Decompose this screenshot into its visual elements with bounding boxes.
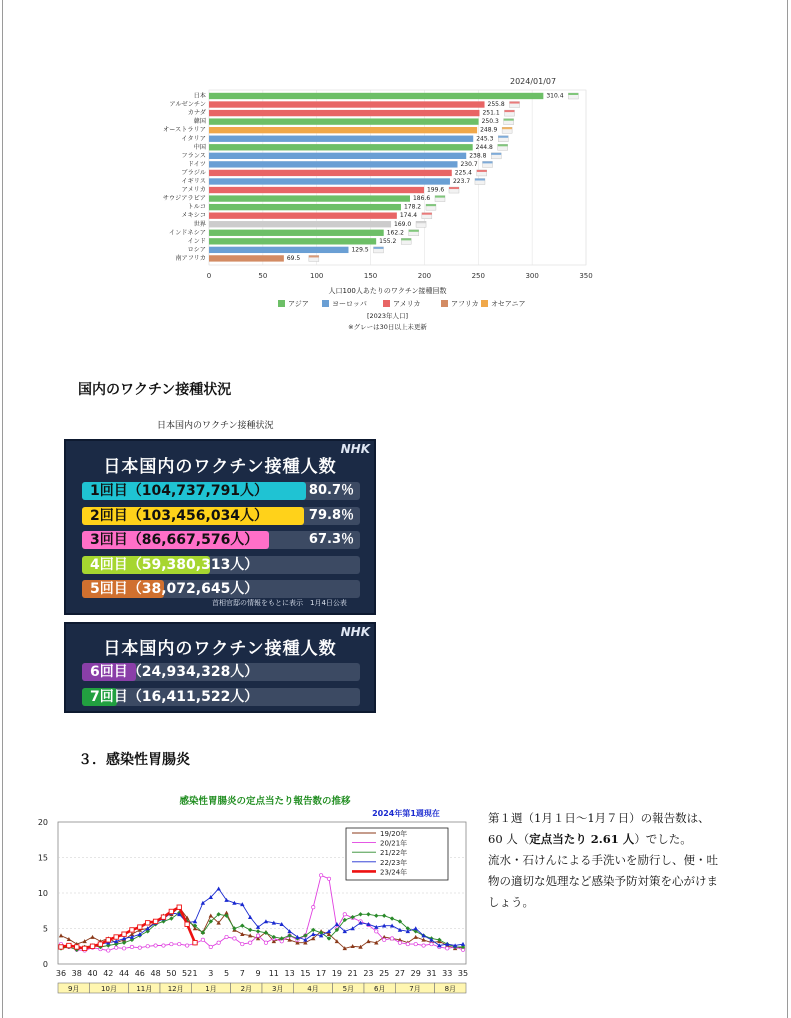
nhk-panel-1 xyxy=(64,439,376,615)
dose-percent: 79.8％ xyxy=(308,507,354,523)
category-label: ロシア xyxy=(187,246,206,254)
x-tick-label: 5 xyxy=(223,969,230,978)
data-point xyxy=(114,946,117,949)
bar xyxy=(209,255,284,261)
x-tick-label: 3 xyxy=(208,969,214,978)
category-label: オーストラリア xyxy=(162,126,206,134)
value-label: 245.3 xyxy=(476,135,494,143)
data-point xyxy=(146,945,149,948)
dose-label: 4回目（59,380,313人） xyxy=(90,556,259,573)
x-tick-label: 13 xyxy=(284,969,295,978)
category-label: アルゼンチン xyxy=(169,101,206,109)
value-label: 155.2 xyxy=(379,237,397,245)
data-point xyxy=(264,941,267,944)
legend-swatch xyxy=(322,300,329,307)
x-tick-label: 17 xyxy=(316,969,327,978)
x-tick-label: 27 xyxy=(394,969,406,978)
data-point xyxy=(225,935,228,938)
dose-row xyxy=(82,663,360,681)
dose-label: 5回目（38,072,645人） xyxy=(90,581,259,597)
data-point xyxy=(90,944,94,948)
gastroenteritis-line-chart xyxy=(30,792,480,1002)
x-tick-label: 11 xyxy=(268,969,279,978)
x-tick-label: 21 xyxy=(347,969,358,978)
data-point xyxy=(406,942,409,945)
data-point xyxy=(75,945,79,949)
dose-label: 7回目（16,411,522人） xyxy=(90,689,259,705)
data-point xyxy=(343,913,346,916)
dose-row xyxy=(82,531,360,549)
bar xyxy=(209,247,348,253)
bar xyxy=(209,230,384,236)
x-tick-label: 50 xyxy=(166,969,177,978)
y-tick-label: 5 xyxy=(42,924,48,934)
data-point xyxy=(154,944,157,947)
x-tick-label: 50 xyxy=(258,272,268,280)
flag-icon-stripe xyxy=(409,230,419,232)
bar xyxy=(209,153,466,159)
chart-title: 感染性胃腸炎の定点当たり報告数の推移 xyxy=(179,796,351,807)
category-label: 韓国 xyxy=(193,118,206,126)
month-label: 3月 xyxy=(271,985,284,993)
value-label: 250.3 xyxy=(481,118,499,126)
category-label: インド xyxy=(187,237,206,245)
page-edge-right xyxy=(787,0,788,1018)
bar xyxy=(209,221,391,227)
legend-label: 20/21年 xyxy=(380,839,408,848)
data-point xyxy=(375,930,378,933)
page-edge-left xyxy=(2,0,3,1018)
data-point xyxy=(398,941,401,944)
flag-icon-stripe xyxy=(373,247,383,249)
section-heading-gastroenteritis: ３．感染性胃腸炎 xyxy=(78,752,190,768)
x-tick-label: 19 xyxy=(331,969,342,978)
data-point xyxy=(327,877,330,880)
dose-row xyxy=(82,580,360,598)
bar xyxy=(209,204,401,210)
legend-swatch xyxy=(383,300,390,307)
value-label: 244.8 xyxy=(475,143,493,151)
flag-icon-stripe xyxy=(475,179,485,181)
flag-icon-stripe xyxy=(504,119,514,121)
value-label: 162.2 xyxy=(386,229,404,237)
x-tick-label: 31 xyxy=(426,969,437,978)
data-point xyxy=(130,945,133,948)
panel-title: 日本国内のワクチン接種人数 xyxy=(103,457,337,477)
value-label: 255.8 xyxy=(487,101,505,109)
x-tick-label: 52 xyxy=(182,969,193,978)
data-point xyxy=(106,938,110,942)
month-label: 9月 xyxy=(67,985,80,993)
legend-label: オセアニア xyxy=(491,300,526,308)
x-tick-label: 29 xyxy=(410,969,421,978)
x-tick-label: 250 xyxy=(471,272,485,280)
data-point xyxy=(233,937,236,940)
category-label: 南アフリカ xyxy=(175,254,206,262)
data-point xyxy=(162,944,165,947)
value-label: 129.5 xyxy=(351,246,369,254)
bar xyxy=(209,195,410,201)
flag-icon-stripe xyxy=(482,161,492,163)
data-point xyxy=(312,906,315,909)
x-tick-label: 42 xyxy=(103,969,114,978)
data-point xyxy=(248,941,251,944)
dose-row xyxy=(82,556,360,574)
data-point xyxy=(138,946,141,949)
month-label: 5月 xyxy=(342,985,355,993)
category-label: カナダ xyxy=(187,109,206,117)
x-tick-label: 25 xyxy=(379,969,390,978)
x-tick-label: 350 xyxy=(579,272,593,280)
category-label: ドイツ xyxy=(187,160,206,168)
legend-label: ヨーロッパ xyxy=(332,300,367,308)
category-label: 日本 xyxy=(193,92,206,100)
dose-label: 2回目（103,456,034人） xyxy=(90,507,269,524)
flag-icon-stripe xyxy=(477,170,487,172)
legend-label: 19/20年 xyxy=(380,830,408,838)
data-point xyxy=(185,922,189,926)
legend-label: アメリカ xyxy=(393,300,421,308)
y-tick-label: 10 xyxy=(37,889,48,898)
panel-footnote: 首相官邸の情報をもとに表示 1月4日公表 xyxy=(212,599,347,607)
category-label: 中国 xyxy=(193,143,206,151)
data-point xyxy=(414,942,417,945)
chart-date: 2024/01/07 xyxy=(510,77,557,86)
month-label: 4月 xyxy=(307,985,319,993)
month-label: 12月 xyxy=(167,985,184,993)
bar xyxy=(209,110,479,116)
month-label: 11月 xyxy=(136,985,153,993)
x-tick-label: 33 xyxy=(442,969,453,978)
chart-note: [2023年人口] xyxy=(366,312,409,320)
data-point xyxy=(178,942,181,945)
bar xyxy=(209,136,473,142)
report-line-1: 第１週（1月１日～1月７日）の報告数は、 xyxy=(488,811,710,825)
report-advice: 流水・石けんによる手洗いを励行し、便・吐物の適切な処理など感染予防対策を心がけましょう。 xyxy=(488,853,718,909)
report-paragraph xyxy=(488,808,728,913)
bar xyxy=(209,178,450,184)
legend-label: アジア xyxy=(288,300,309,308)
dose-row xyxy=(82,688,360,706)
x-tick-label: 44 xyxy=(118,969,130,978)
chart-subtitle: 2024年第1週現在 xyxy=(372,809,440,818)
value-label: 238.8 xyxy=(469,152,487,160)
bar xyxy=(209,127,477,133)
value-label: 251.1 xyxy=(482,109,500,117)
month-label: 10月 xyxy=(101,985,117,993)
legend-label: 22/23年 xyxy=(380,858,408,867)
legend-swatch xyxy=(481,300,488,307)
x-tick-label: 46 xyxy=(134,969,145,978)
category-label: イタリア xyxy=(181,135,206,143)
category-label: メキシコ xyxy=(181,212,206,220)
category-label: サウジアラビア xyxy=(162,195,206,203)
legend-swatch xyxy=(441,300,448,307)
data-point xyxy=(130,928,134,932)
data-point xyxy=(382,938,385,941)
data-point xyxy=(107,949,110,952)
category-label: インドネシア xyxy=(168,229,206,237)
value-label: 186.6 xyxy=(412,195,431,203)
bar xyxy=(209,101,485,107)
data-point xyxy=(153,919,157,923)
data-point xyxy=(122,932,126,936)
bar xyxy=(209,213,397,219)
flag-icon-stripe xyxy=(502,127,512,129)
data-point xyxy=(217,941,220,944)
x-tick-label: 300 xyxy=(525,272,539,280)
panel-title: 日本国内のワクチン接種人数 xyxy=(103,639,337,659)
dose-label: 6回目（24,934,328人） xyxy=(90,664,259,680)
y-tick-label: 0 xyxy=(42,960,48,969)
data-point xyxy=(430,942,433,945)
x-tick-label: 35 xyxy=(457,969,469,978)
data-point xyxy=(67,943,71,947)
data-point xyxy=(122,947,125,950)
dose-percent: 67.3％ xyxy=(308,532,354,547)
month-label: 1月 xyxy=(205,985,217,993)
bar xyxy=(209,93,543,99)
vaccination-bar-chart xyxy=(150,72,620,344)
x-tick-label: 200 xyxy=(417,272,432,280)
x-tick-label: 1 xyxy=(192,969,198,978)
legend-label: 23/24年 xyxy=(380,868,408,877)
x-tick-label: 40 xyxy=(87,969,98,978)
x-tick-label: 0 xyxy=(206,272,212,280)
nhk-logo: NHK xyxy=(340,442,370,456)
flag-icon-stripe xyxy=(449,187,459,189)
x-axis-label: 人口100人あたりのワクチン接種回数 xyxy=(328,287,447,295)
value-label: 248.9 xyxy=(480,126,498,134)
value-label: 174.4 xyxy=(399,212,418,220)
category-label: フランス xyxy=(181,152,206,160)
data-point xyxy=(209,945,212,948)
report-rate: 定点当たり 2.61 人 xyxy=(529,832,635,846)
data-point xyxy=(185,944,188,947)
x-tick-label: 9 xyxy=(255,969,261,978)
bar xyxy=(209,161,457,167)
x-tick-label: 48 xyxy=(150,969,161,978)
data-point xyxy=(161,915,165,919)
nhk-panel-2 xyxy=(64,622,376,713)
dose-percent: 80.7％ xyxy=(308,483,354,498)
value-label: 310.4 xyxy=(546,92,564,100)
category-label: 世界 xyxy=(193,220,206,228)
flag-icon-stripe xyxy=(504,110,514,112)
flag-icon-stripe xyxy=(498,144,508,146)
legend-label: 21/22年 xyxy=(380,849,408,858)
flag-icon-stripe xyxy=(435,196,445,198)
dose-row xyxy=(82,507,360,525)
data-point xyxy=(256,934,259,937)
data-point xyxy=(59,945,63,949)
x-tick-label: 150 xyxy=(363,272,378,280)
data-point xyxy=(146,921,150,925)
data-point xyxy=(138,925,142,929)
flag-icon-stripe xyxy=(498,136,508,138)
chart-note: ※グレーは30日以上未更新 xyxy=(348,323,427,331)
flag-icon-stripe xyxy=(422,213,432,215)
x-tick-label: 100 xyxy=(310,272,324,280)
value-label: 169.0 xyxy=(394,220,412,228)
value-label: 223.7 xyxy=(452,178,471,185)
legend-swatch xyxy=(278,300,285,307)
dose-row xyxy=(82,482,360,500)
data-point xyxy=(98,942,102,946)
report-line-2: 60 人（定点当たり 2.61 人）でした。 xyxy=(488,832,692,846)
data-point xyxy=(422,944,425,947)
flag-icon-stripe xyxy=(510,102,520,104)
x-tick-label: 23 xyxy=(363,969,374,978)
month-label: 7月 xyxy=(409,985,421,993)
x-tick-label: 38 xyxy=(71,969,82,978)
data-point xyxy=(82,946,86,950)
data-point xyxy=(177,905,181,909)
data-point xyxy=(446,947,449,950)
category-label: ブラジル xyxy=(181,169,206,177)
data-point xyxy=(169,909,173,913)
flag-icon-stripe xyxy=(491,153,501,155)
flag-icon-stripe xyxy=(568,93,578,95)
bar xyxy=(209,118,479,124)
category-label: イギリス xyxy=(181,178,206,185)
value-label: 230.7 xyxy=(460,160,478,168)
category-label: トルコ xyxy=(187,203,206,211)
x-tick-label: 15 xyxy=(300,969,311,978)
x-tick-label: 7 xyxy=(239,969,245,978)
data-point xyxy=(170,942,173,945)
month-label: 6月 xyxy=(373,985,386,993)
bar xyxy=(209,170,452,176)
bar xyxy=(209,144,473,150)
section-heading-domestic: 国内のワクチン接種状況 xyxy=(78,382,232,398)
x-tick-label: 36 xyxy=(55,969,67,978)
y-tick-label: 15 xyxy=(37,853,48,863)
month-label: 2月 xyxy=(240,985,253,993)
data-point xyxy=(193,941,197,945)
value-label: 199.6 xyxy=(426,186,445,194)
dose-label: 1回目（104,737,791人） xyxy=(90,483,269,499)
value-label: 69.5 xyxy=(286,254,301,262)
y-tick-label: 20 xyxy=(37,818,48,827)
data-point xyxy=(319,874,322,877)
flag-icon-stripe xyxy=(309,255,319,257)
bar xyxy=(209,187,424,193)
data-point xyxy=(201,938,204,941)
category-label: アメリカ xyxy=(181,186,206,194)
panel-caption: 日本国内のワクチン接種状況 xyxy=(157,421,274,431)
data-point xyxy=(241,942,244,945)
month-label: 8月 xyxy=(444,985,457,993)
nhk-logo: NHK xyxy=(340,625,370,639)
flag-icon-stripe xyxy=(426,204,436,206)
bar xyxy=(209,238,376,244)
legend-label: アフリカ xyxy=(451,300,479,308)
flag-icon-stripe xyxy=(401,238,411,240)
value-label: 178.2 xyxy=(403,203,422,211)
data-point xyxy=(390,937,393,940)
value-label: 225.4 xyxy=(454,169,472,177)
data-point xyxy=(114,935,118,939)
flag-icon-stripe xyxy=(416,221,426,223)
dose-label: 3回目（86,667,576人） xyxy=(90,532,259,548)
